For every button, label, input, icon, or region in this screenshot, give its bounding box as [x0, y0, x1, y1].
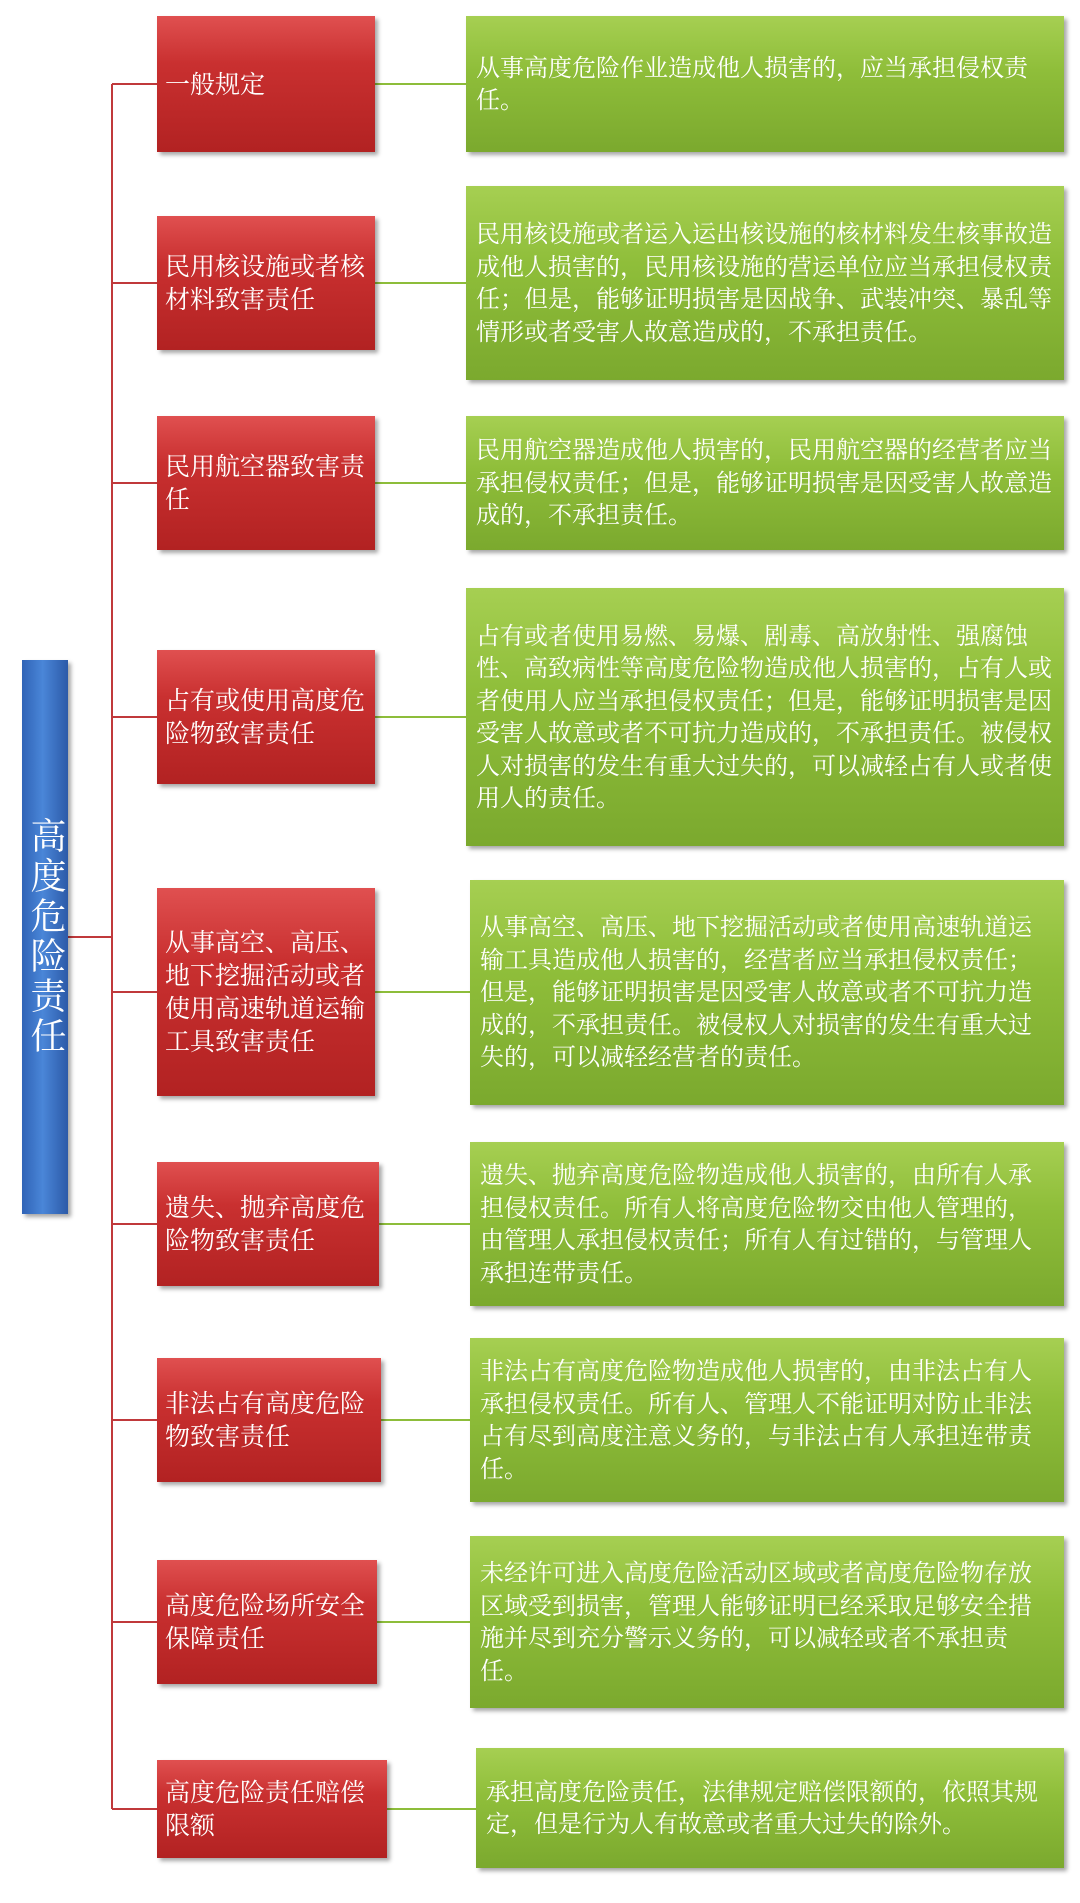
branch-title: 从事高空、高压、地下挖掘活动或者使用高速轨道运输工具致害责任	[165, 928, 366, 1056]
branch-description-box	[466, 186, 1064, 380]
branch-title-box	[157, 888, 375, 1096]
branch-title: 民用核设施或者核材料致害责任	[165, 252, 366, 314]
branch-title: 非法占有高度危险物致害责任	[165, 1389, 366, 1451]
root-node	[22, 660, 68, 1214]
branch-description-box	[470, 1142, 1064, 1306]
branch-title-box	[157, 1560, 377, 1684]
branch-description-box	[466, 16, 1064, 152]
branch-title-box	[157, 1162, 379, 1286]
branch-description: 从事高度危险作业造成他人损害的，应当承担侵权责任。	[476, 53, 1028, 114]
branch-title-box	[157, 416, 375, 550]
branch-description: 民用航空器造成他人损害的，民用航空器的经营者应当承担侵权责任；但是，能够证明损害是因受害人故意造成的，不承担责任。	[476, 436, 1052, 530]
branch-description: 非法占有高度危险物造成他人损害的，由非法占有人承担侵权责任。所有人、管理人不能证明对防止非法占有尽到高度注意义务的，与非法占有人承担连带责任。	[480, 1357, 1032, 1483]
branch-title-box	[157, 650, 375, 784]
branch-description-box	[470, 1338, 1064, 1502]
branch-title: 高度危险场所安全保障责任	[165, 1591, 366, 1653]
branch-description: 从事高空、高压、地下挖掘活动或者使用高速轨道运输工具造成他人损害的，经营者应当承担侵权责任；但是，能够证明损害是因受害人故意或者不可抗力造成的，不承担责任。被侵权人对损害的发生有重大过失的，可以减轻经营者的责任。	[480, 913, 1032, 1072]
branch-description: 占有或者使用易燃、易爆、剧毒、高放射性、强腐蚀性、高致病性等高度危险物造成他人损害的，占有人或者使用人应当承担侵权责任；但是，能够证明损害是因受害人故意或者不可抗力造成的，不承担责任。被侵权人对损害的发生有重大过失的，可以减轻占有人或者使用人的责任。	[476, 621, 1052, 812]
branch-description-box	[466, 588, 1064, 846]
branch-description-box	[466, 416, 1064, 550]
branch-description: 承担高度危险责任，法律规定赔偿限额的，依照其规定，但是行为人有故意或者重大过失的除外。	[486, 1777, 1038, 1838]
branch-description-box	[470, 1536, 1064, 1708]
root-label: 高度危险责任	[25, 817, 66, 1057]
branch-title: 占有或使用高度危险物致害责任	[165, 686, 366, 748]
branch-title-box	[157, 1358, 381, 1482]
branch-title-box	[157, 1760, 387, 1858]
branch-title: 民用航空器致害责任	[165, 452, 366, 514]
branch-description-box	[470, 880, 1064, 1105]
branch-title-box	[157, 16, 375, 152]
branch-title: 一般规定	[165, 69, 266, 99]
branch-description: 未经许可进入高度危险活动区域或者高度危险物存放区域受到损害，管理人能够证明已经采取足够安全措施并尽到充分警示义务的，可以减轻或者不承担责任。	[480, 1559, 1032, 1685]
branch-title: 高度危险责任赔偿限额	[165, 1778, 366, 1840]
branch-description-box	[476, 1748, 1064, 1868]
branch-description: 民用核设施或者运入运出核设施的核材料发生核事故造成他人损害的，民用核设施的营运单位应当承担侵权责任；但是，能够证明损害是因战争、武装冲突、暴乱等情形或者受害人故意造成的，不承担责任。	[476, 220, 1052, 346]
branch-title-box	[157, 216, 375, 350]
branch-description: 遗失、抛弃高度危险物造成他人损害的，由所有人承担侵权责任。所有人将高度危险物交由他人管理的，由管理人承担侵权责任；所有人有过错的，与管理人承担连带责任。	[480, 1161, 1032, 1287]
branch-title: 遗失、抛弃高度危险物致害责任	[165, 1193, 366, 1255]
